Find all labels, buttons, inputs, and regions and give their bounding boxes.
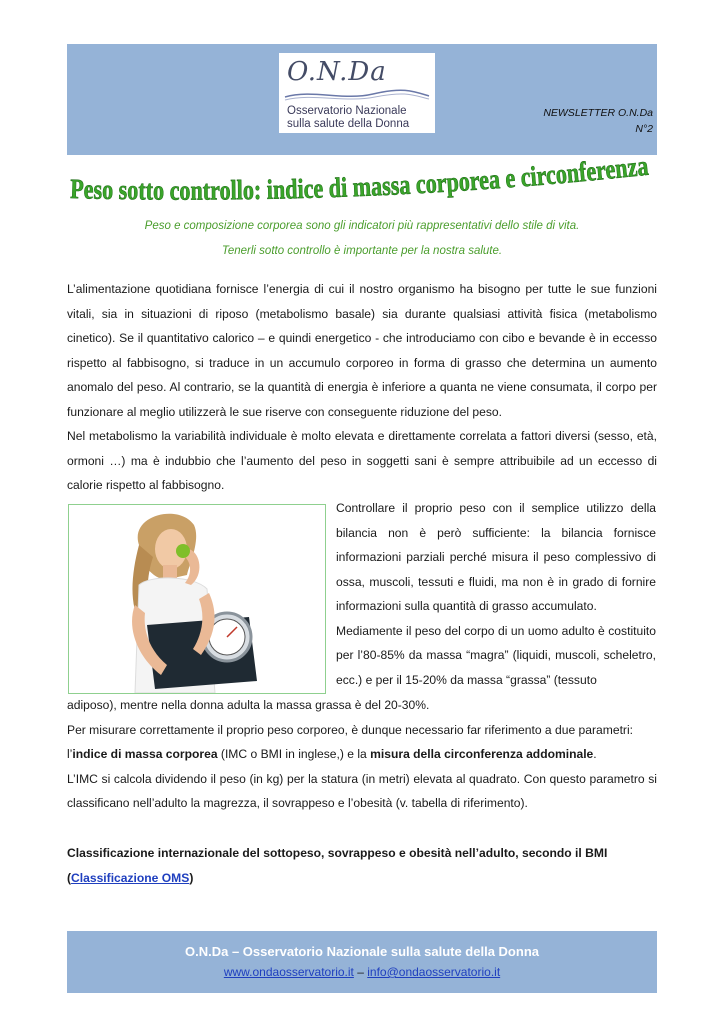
onda-logo	[279, 53, 435, 133]
newsletter-name: NEWSLETTER O.N.Da	[543, 107, 653, 119]
intro-line-2: Tenerli sotto controllo è importante per la nostra salute.	[221, 245, 503, 257]
logo-line-2: sulla salute della Donna	[287, 118, 410, 130]
woman-with-scale-illustration	[69, 505, 325, 693]
paragraph-female-fat: adiposo), mentre nella donna adulta la massa grassa è del 20-30%.	[67, 698, 430, 712]
logo-wave-decoration	[283, 87, 431, 103]
waist-term: misura della circonferenza addominale	[370, 747, 594, 761]
classification-title: Classificazione internazionale del sottopeso, sovrappeso e obesità nell’adulto, secondo il BMI	[67, 846, 608, 860]
classification-source	[67, 866, 657, 891]
newsletter-header	[67, 44, 657, 155]
imc-prefix: l’	[67, 747, 73, 761]
paragraph-imc-definition	[67, 742, 657, 767]
article-title-arc	[64, 160, 660, 222]
side-column-text	[336, 496, 656, 692]
paragraph-body-mass: Mediamente il peso del corpo di un uomo adulto è costituito per l’80-85% da massa “magra” (liquidi, muscoli, scheletro, ecc.) e per il 15-20% da massa “grassa” (tessuto	[336, 623, 656, 687]
paragraph-scale: Controllare il proprio peso con il semplice utilizzo della bilancia non è però sufficiente: la bilancia fornisce informazioni parziali perché misura il peso complessivo di ossa, muscoli, tessuti e fluidi, ma non è in grado di fornire informazioni sulla quantità di grasso accumulato.	[336, 501, 656, 613]
lower-body-paragraphs	[67, 693, 657, 816]
article-title	[64, 160, 660, 227]
newsletter-issue: N°2	[635, 123, 653, 135]
woman-with-scale-image	[68, 504, 326, 694]
email-link[interactable]: info@ondaosservatorio.it	[367, 965, 501, 979]
oms-classification-link[interactable]: Classificazione OMS	[71, 870, 190, 885]
classification-heading	[67, 841, 657, 890]
paragraph-energy: L’alimentazione quotidiana fornisce l’energia di cui il nostro organismo ha bisogno per tutte le sue funzioni vitali, sia in situazioni di riposo (metabolismo basale) sia durante qualsiasi attività fisica (metabolismo cinetico). Se il quantitativo calorico – e quindi energetico - che introduciamo con cibo e bevande è in eccesso rispetto al fabbisogno, si traduce in un accumulo corporeo in forma di grasso che determina un aumento anomalo del peso. Al contrario, se la quantità di energia è inferiore a quanta ne viene consumata, il corpo per funzionare al meglio utilizzerà le sue riserve con conseguente riduzione del peso.	[67, 282, 657, 419]
svg-text:Peso sotto controllo: indice d	[69, 160, 653, 207]
paren-open: (	[67, 870, 72, 885]
imc-term: indice di massa corporea	[72, 747, 218, 761]
paragraph-metabolism: Nel metabolismo la variabilità individuale è molto elevata e direttamente correlata a fattori diversi (sesso, età, ormoni …) ma è indubbio che l’aumento del peso in soggetti sani è sempre attribuibile ad un eccesso di calorie rispetto al fabbisogno.	[67, 429, 657, 492]
footer-title: O.N.Da – Osservatorio Nazionale sulla salute della Donna	[184, 944, 539, 959]
article-title-text: Peso sotto controllo: indice di massa corporea e circonferenza	[69, 160, 653, 207]
paren-close: )	[189, 870, 194, 885]
footer-links	[67, 965, 657, 979]
imc-middle: (IMC o BMI in inglese,) e la	[217, 747, 371, 761]
newsletter-label	[543, 105, 653, 137]
body-paragraphs	[67, 277, 657, 498]
imc-suffix: .	[593, 747, 597, 761]
paragraph-imc-calc: L’IMC si calcola dividendo il peso (in kg) per la statura (in metri) elevata al quadrato. Con questo parametro si classificano nell’adulto la magrezza, il sovrappeso e l’obesità (v. tabella di riferimento).	[67, 771, 657, 810]
footer-separator: –	[353, 965, 368, 979]
intro-line-1: Peso e composizione corporea sono gli indicatori più rappresentativi dello stile di vita.	[144, 220, 580, 232]
logo-line-1: Osservatorio Nazionale	[287, 105, 407, 117]
website-link[interactable]: www.ondaosservatorio.it	[223, 965, 354, 979]
logo-script-text: O.N.Da	[287, 57, 387, 87]
paragraph-parameters: Per misurare correttamente il proprio peso corporeo, è dunque necessario far riferimento a due parametri:	[67, 722, 633, 737]
newsletter-footer	[67, 931, 657, 993]
